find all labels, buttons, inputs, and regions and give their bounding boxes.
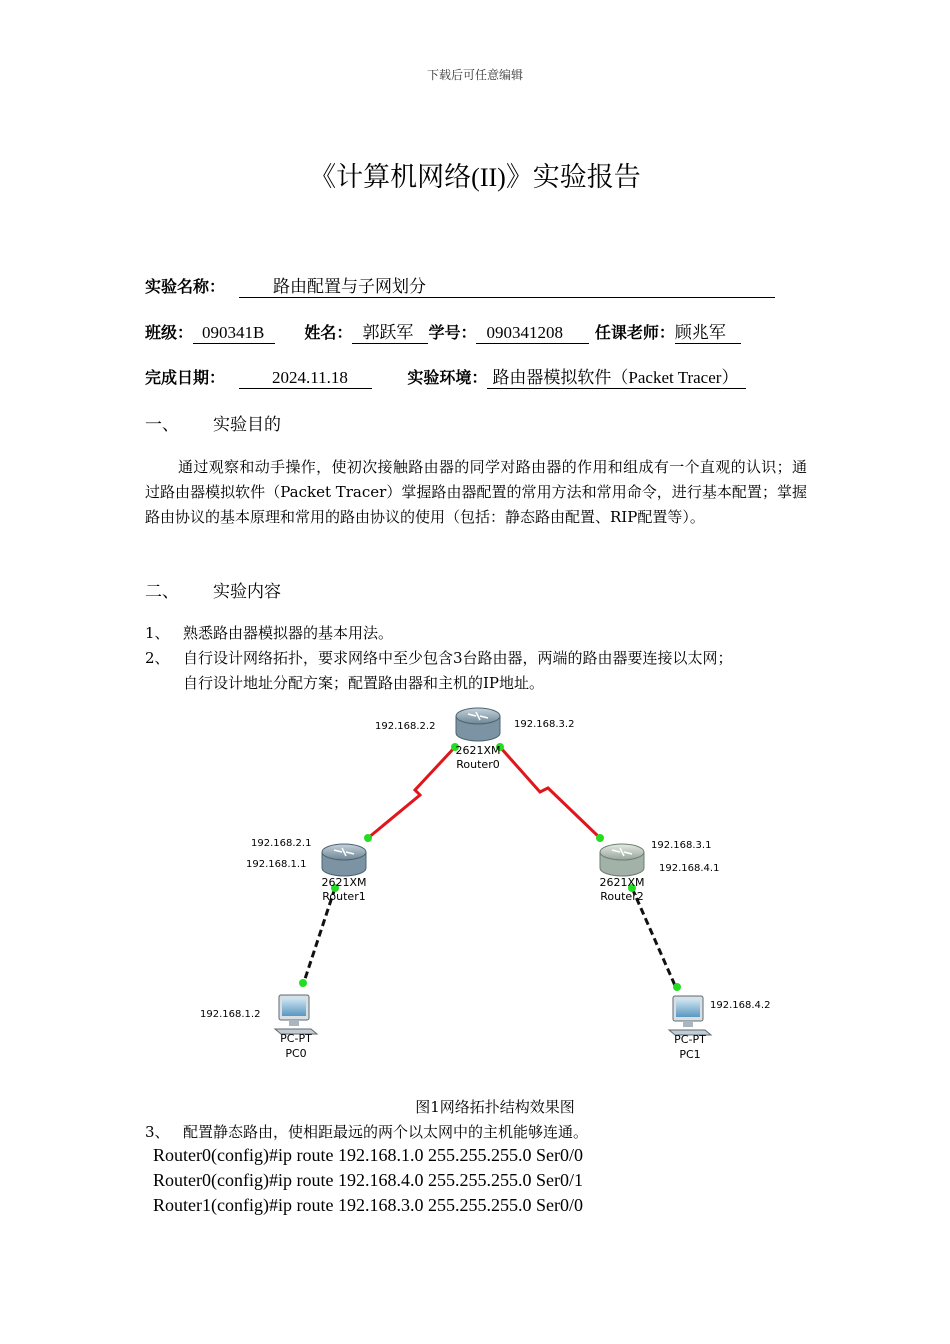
ethernet-link-router2-pc1 bbox=[632, 888, 677, 990]
page-title bbox=[0, 155, 950, 194]
section1-title: 实验目的 bbox=[213, 415, 281, 435]
pc1-ip: 192.168.4.2 bbox=[710, 1000, 771, 1011]
name-label: 姓名： bbox=[304, 323, 353, 342]
router1-name: Router1 bbox=[322, 890, 366, 903]
header-note: 下载后可任意编辑 bbox=[426, 68, 523, 82]
pc0-ip: 192.168.1.2 bbox=[200, 1009, 261, 1020]
serial-link-router0-router1 bbox=[368, 747, 455, 838]
list-item-text: 熟悉路由器模拟器的基本用法。 bbox=[183, 624, 394, 642]
command-line: Router0(config)#ip route 192.168.4.0 255.255.255.0 Ser0/1 bbox=[153, 1170, 583, 1190]
student-id-value: 090341208 bbox=[476, 323, 589, 344]
environment-value: 路由器模拟软件（Packet Tracer） bbox=[487, 368, 746, 389]
router1-ip-top: 192.168.2.1 bbox=[251, 838, 312, 849]
router0-ip-left: 192.168.2.2 bbox=[375, 721, 436, 732]
teacher-label: 任课老师： bbox=[594, 323, 675, 342]
experiment-name-text: 路由配置与子网划分 bbox=[273, 277, 427, 297]
pc-stand-icon bbox=[683, 1021, 693, 1027]
date-env-row bbox=[145, 365, 746, 389]
list-item-number: 3、 bbox=[145, 1123, 170, 1141]
date-value: 2024.11.18 bbox=[239, 368, 372, 389]
experiment-name-value bbox=[239, 277, 775, 298]
list-item-text: 配置静态路由，使相距最远的两个以太网中的主机能够连通。 bbox=[183, 1123, 589, 1141]
teacher-value: 顾兆军 bbox=[675, 323, 741, 344]
pc1-type: PC-PT bbox=[674, 1033, 706, 1046]
port-dot bbox=[364, 834, 372, 842]
serial-link-router0-router2 bbox=[500, 747, 600, 838]
section2-number: 二、 bbox=[145, 582, 179, 602]
command-line: Router0(config)#ip route 192.168.1.0 255.255.255.0 Ser0/0 bbox=[153, 1145, 583, 1165]
router2-name: Router2 bbox=[600, 890, 644, 903]
port-dot bbox=[299, 979, 307, 987]
list-item bbox=[145, 620, 393, 646]
router1-ip-bottom: 192.168.1.1 bbox=[246, 859, 307, 870]
title-part2: (II) bbox=[471, 163, 506, 192]
command-line: Router1(config)#ip route 192.168.3.0 255.255.255.0 Ser0/0 bbox=[153, 1195, 583, 1215]
list-item bbox=[145, 1119, 588, 1145]
name-value: 郭跃军 bbox=[352, 323, 428, 344]
title-part1: 《计算机网络 bbox=[309, 162, 472, 193]
list-item-text: 自行设计网络拓扑，要求网络中至少包含3台路由器，两端的路由器要连接以太网； bbox=[183, 649, 733, 667]
section1-heading bbox=[145, 410, 281, 435]
section2-title: 实验内容 bbox=[213, 582, 281, 602]
experiment-name-row bbox=[145, 274, 775, 298]
section1-number: 一、 bbox=[145, 415, 179, 435]
router1[interactable] bbox=[321, 844, 366, 903]
network-topology-diagram bbox=[180, 700, 780, 1070]
list-item-continuation: 自行设计地址分配方案；配置路由器和主机的IP地址。 bbox=[183, 674, 545, 692]
date-label: 完成日期： bbox=[145, 368, 226, 387]
pc-screen-icon bbox=[282, 998, 306, 1016]
pc0-type: PC-PT bbox=[280, 1032, 312, 1045]
class-label: 班级： bbox=[145, 323, 194, 342]
pc-screen-icon bbox=[676, 999, 700, 1017]
student-id-label: 学号： bbox=[428, 323, 477, 342]
router2-ip-bottom: 192.168.4.1 bbox=[659, 863, 720, 874]
port-dot bbox=[596, 834, 604, 842]
router2[interactable] bbox=[599, 844, 644, 903]
class-value: 090341B bbox=[193, 323, 275, 344]
pc1[interactable] bbox=[669, 996, 711, 1061]
pc0[interactable] bbox=[275, 995, 317, 1060]
router1-model: 2621XM bbox=[321, 876, 367, 889]
experiment-name-label: 实验名称： bbox=[145, 277, 226, 296]
student-info-row bbox=[145, 320, 741, 344]
router0-model: 2621XM bbox=[455, 744, 501, 757]
title-part3: 》实验报告 bbox=[505, 162, 641, 193]
router0-name: Router0 bbox=[456, 758, 500, 771]
router2-ip-top: 192.168.3.1 bbox=[651, 840, 712, 851]
pc1-name: PC1 bbox=[679, 1048, 701, 1061]
router0[interactable] bbox=[455, 708, 500, 771]
pc-stand-icon bbox=[289, 1020, 299, 1026]
router2-model: 2621XM bbox=[599, 876, 645, 889]
list-item-number: 2、 bbox=[145, 649, 170, 667]
section2-heading bbox=[145, 577, 281, 602]
port-dot bbox=[673, 983, 681, 991]
environment-label: 实验环境： bbox=[407, 368, 488, 387]
router0-ip-right: 192.168.3.2 bbox=[514, 719, 575, 730]
section1-paragraph: 通过观察和动手操作，使初次接触路由器的同学对路由器的作用和组成有一个直观的认识；通过路由器模拟软件（Packet Tracer）掌握路由器配置的常用方法和常用命令，进行基本配置；掌握路由协议的基本原理和常用的路由协议的使用（包括：静态路由配置、RIP配置等）。 bbox=[145, 458, 807, 526]
figure-caption: 图1网络拓扑结构效果图 bbox=[415, 1098, 575, 1116]
list-item bbox=[145, 645, 733, 671]
pc0-name: PC0 bbox=[285, 1047, 307, 1060]
list-item-number: 1、 bbox=[145, 624, 170, 642]
